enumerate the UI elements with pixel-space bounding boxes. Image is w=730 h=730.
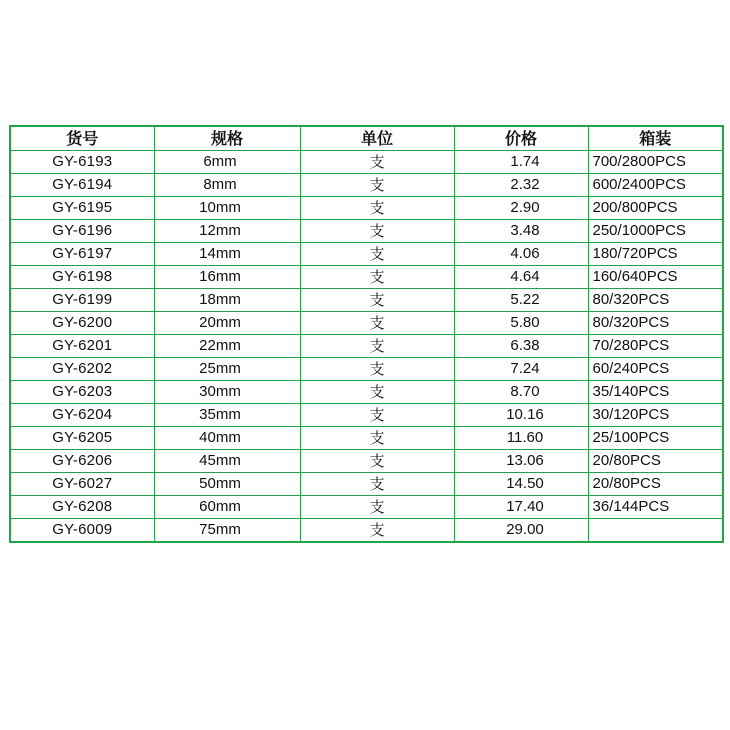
unit-cell: 支 (300, 496, 454, 519)
price-cell: 29.00 (454, 519, 588, 543)
price-cell: 11.60 (454, 427, 588, 450)
table-row (10, 427, 723, 450)
item-number-cell: GY-6200 (10, 312, 154, 335)
price-cell: 17.40 (454, 496, 588, 519)
table-row (10, 243, 723, 266)
table-row (10, 289, 723, 312)
specification-cell: 10mm (154, 197, 300, 220)
table-row (10, 519, 723, 543)
table-row (10, 174, 723, 197)
unit-cell: 支 (300, 427, 454, 450)
specification-cell: 30mm (154, 381, 300, 404)
item-number-cell: GY-6205 (10, 427, 154, 450)
carton-packing-cell: 80/320PCS (588, 289, 723, 312)
specification-cell: 25mm (154, 358, 300, 381)
price-table (9, 125, 724, 543)
price-cell: 2.90 (454, 197, 588, 220)
unit-cell: 支 (300, 220, 454, 243)
item-number-cell: GY-6199 (10, 289, 154, 312)
unit-cell: 支 (300, 266, 454, 289)
carton-packing-cell: 600/2400PCS (588, 174, 723, 197)
table-row (10, 151, 723, 174)
unit-cell: 支 (300, 151, 454, 174)
item-number-cell: GY-6009 (10, 519, 154, 543)
table-row (10, 220, 723, 243)
table-row (10, 312, 723, 335)
price-cell: 3.48 (454, 220, 588, 243)
table-header-row (10, 126, 723, 151)
unit-cell: 支 (300, 312, 454, 335)
table-row (10, 450, 723, 473)
specification-cell: 8mm (154, 174, 300, 197)
item-number-cell: GY-6201 (10, 335, 154, 358)
table-row (10, 197, 723, 220)
table-body (10, 151, 723, 543)
carton-packing-cell: 25/100PCS (588, 427, 723, 450)
item-number-cell: GY-6027 (10, 473, 154, 496)
table-row (10, 404, 723, 427)
item-number-cell: GY-6193 (10, 151, 154, 174)
carton-packing-cell: 20/80PCS (588, 473, 723, 496)
unit-cell: 支 (300, 289, 454, 312)
unit-cell: 支 (300, 381, 454, 404)
specification-cell: 45mm (154, 450, 300, 473)
item-number-cell: GY-6208 (10, 496, 154, 519)
specification-cell: 75mm (154, 519, 300, 543)
header-unit: 单位 (300, 126, 454, 151)
carton-packing-cell: 250/1000PCS (588, 220, 723, 243)
item-number-cell: GY-6204 (10, 404, 154, 427)
unit-cell: 支 (300, 358, 454, 381)
price-cell: 5.22 (454, 289, 588, 312)
header-item-number: 货号 (10, 126, 154, 151)
carton-packing-cell: 20/80PCS (588, 450, 723, 473)
unit-cell: 支 (300, 243, 454, 266)
specification-cell: 22mm (154, 335, 300, 358)
unit-cell: 支 (300, 473, 454, 496)
price-cell: 13.06 (454, 450, 588, 473)
carton-packing-cell: 180/720PCS (588, 243, 723, 266)
item-number-cell: GY-6196 (10, 220, 154, 243)
unit-cell: 支 (300, 450, 454, 473)
item-number-cell: GY-6197 (10, 243, 154, 266)
specification-cell: 60mm (154, 496, 300, 519)
table-row (10, 381, 723, 404)
unit-cell: 支 (300, 197, 454, 220)
table-row (10, 335, 723, 358)
specification-cell: 20mm (154, 312, 300, 335)
carton-packing-cell: 200/800PCS (588, 197, 723, 220)
specification-cell: 40mm (154, 427, 300, 450)
specification-cell: 50mm (154, 473, 300, 496)
table-row (10, 266, 723, 289)
specification-cell: 6mm (154, 151, 300, 174)
carton-packing-cell: 160/640PCS (588, 266, 723, 289)
price-cell: 5.80 (454, 312, 588, 335)
table-row (10, 496, 723, 519)
carton-packing-cell: 30/120PCS (588, 404, 723, 427)
specification-cell: 14mm (154, 243, 300, 266)
unit-cell: 支 (300, 404, 454, 427)
specification-cell: 35mm (154, 404, 300, 427)
price-cell: 1.74 (454, 151, 588, 174)
specification-cell: 12mm (154, 220, 300, 243)
carton-packing-cell: 80/320PCS (588, 312, 723, 335)
item-number-cell: GY-6194 (10, 174, 154, 197)
price-cell: 10.16 (454, 404, 588, 427)
carton-packing-cell: 70/280PCS (588, 335, 723, 358)
header-carton-packing: 箱装 (588, 126, 723, 151)
specification-cell: 18mm (154, 289, 300, 312)
header-price: 价格 (454, 126, 588, 151)
specification-cell: 16mm (154, 266, 300, 289)
item-number-cell: GY-6206 (10, 450, 154, 473)
price-cell: 6.38 (454, 335, 588, 358)
table-row (10, 473, 723, 496)
unit-cell: 支 (300, 174, 454, 197)
price-cell: 4.06 (454, 243, 588, 266)
unit-cell: 支 (300, 519, 454, 543)
item-number-cell: GY-6198 (10, 266, 154, 289)
header-specification: 规格 (154, 126, 300, 151)
table-row (10, 358, 723, 381)
item-number-cell: GY-6195 (10, 197, 154, 220)
carton-packing-cell: 700/2800PCS (588, 151, 723, 174)
price-cell: 7.24 (454, 358, 588, 381)
price-cell: 14.50 (454, 473, 588, 496)
price-cell: 2.32 (454, 174, 588, 197)
unit-cell: 支 (300, 335, 454, 358)
price-cell: 4.64 (454, 266, 588, 289)
carton-packing-cell: 35/140PCS (588, 381, 723, 404)
item-number-cell: GY-6203 (10, 381, 154, 404)
carton-packing-cell: 60/240PCS (588, 358, 723, 381)
item-number-cell: GY-6202 (10, 358, 154, 381)
carton-packing-cell (588, 519, 723, 543)
price-cell: 8.70 (454, 381, 588, 404)
carton-packing-cell: 36/144PCS (588, 496, 723, 519)
